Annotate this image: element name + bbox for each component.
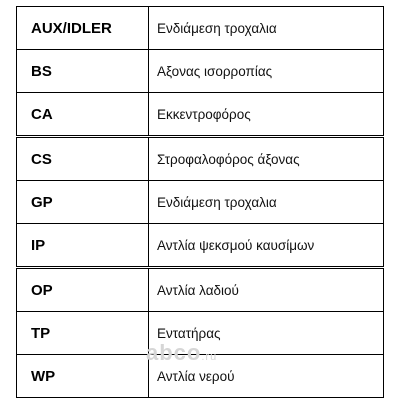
row-description: Αντλία λαδιού: [149, 268, 384, 312]
table-row: [17, 93, 384, 137]
table-row: [17, 224, 384, 268]
row-code: IP: [17, 224, 149, 268]
row-code: CA: [17, 93, 149, 137]
watermark-logo: [146, 340, 217, 366]
watermark-suffix: .ru: [201, 351, 218, 363]
row-description: Ενδιάμεση τροχαλια: [149, 7, 384, 50]
row-code: TP: [17, 312, 149, 355]
row-description: Ενδιάμεση τροχαλια: [149, 181, 384, 224]
row-description: Αντλία ψεκσμού καυσίμων: [149, 224, 384, 268]
table-row: [17, 181, 384, 224]
table-row: [17, 137, 384, 181]
row-code: CS: [17, 137, 149, 181]
row-code: BS: [17, 50, 149, 93]
row-description: Αξονας ισορροπίας: [149, 50, 384, 93]
row-code: AUX/IDLER: [17, 7, 149, 50]
table-row: [17, 268, 384, 312]
row-code: GP: [17, 181, 149, 224]
table-row: [17, 7, 384, 50]
watermark-text: abco: [146, 340, 202, 365]
row-description: Εντατήρας: [149, 312, 384, 355]
row-description: Αντλία νερού: [149, 355, 384, 398]
table-row: [17, 50, 384, 93]
row-code: OP: [17, 268, 149, 312]
row-description: Εκκεντροφόρος: [149, 93, 384, 137]
row-description: Στροφαλοφόρος άξονας: [149, 137, 384, 181]
row-code: WP: [17, 355, 149, 398]
